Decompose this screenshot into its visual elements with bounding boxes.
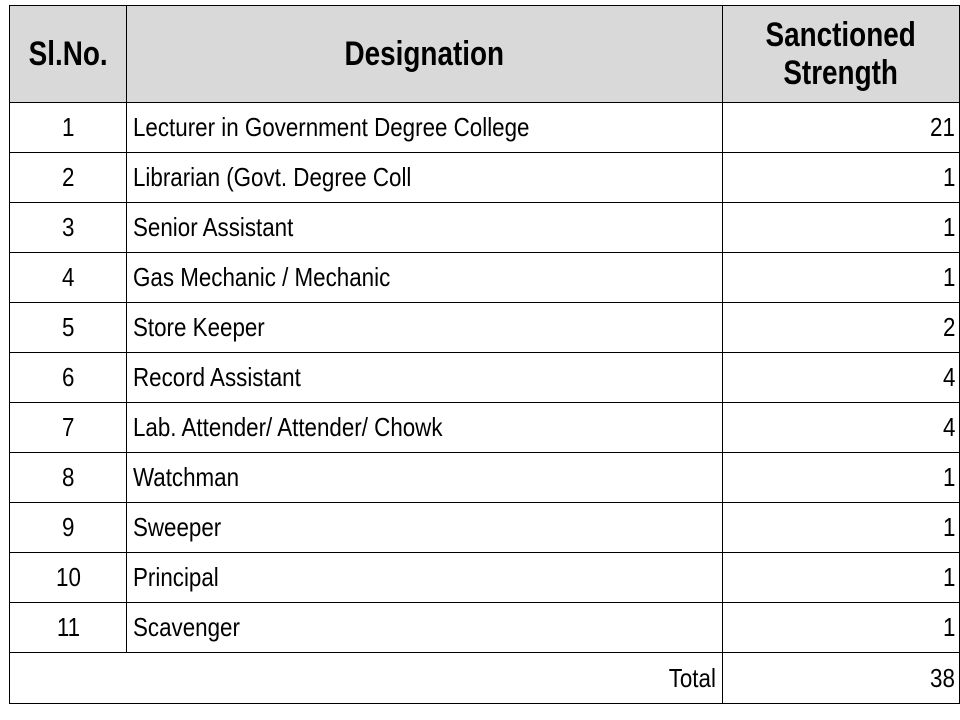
- table-row: [10, 353, 960, 403]
- row-designation: Lab. Attender/ Attender/ Chowk: [127, 403, 723, 453]
- header-sanctioned-strength: [723, 6, 960, 103]
- table-row: [10, 453, 960, 503]
- table-row: [10, 253, 960, 303]
- table-row: [10, 553, 960, 603]
- table-row: [10, 203, 960, 253]
- row-sanctioned-strength: 1: [723, 203, 960, 253]
- row-designation: Sweeper: [127, 503, 723, 553]
- row-sl-no: 3: [10, 203, 127, 253]
- header-strength-line1: Sanctioned: [765, 16, 917, 54]
- row-designation: Gas Mechanic / Mechanic: [127, 253, 723, 303]
- row-sl-no: 11: [10, 603, 127, 653]
- total-value: 38: [723, 653, 960, 704]
- header-strength-line2: Strength: [783, 54, 899, 92]
- header-row: [10, 6, 960, 103]
- total-row: [10, 653, 960, 704]
- row-designation: Watchman: [127, 453, 723, 503]
- table-row: [10, 103, 960, 153]
- row-sl-no: 9: [10, 503, 127, 553]
- total-label: Total: [10, 653, 723, 704]
- table-row: [10, 503, 960, 553]
- row-designation: Lecturer in Government Degree College: [127, 103, 723, 153]
- row-designation: Record Assistant: [127, 353, 723, 403]
- row-sl-no: 7: [10, 403, 127, 453]
- row-sl-no: 2: [10, 153, 127, 203]
- row-sanctioned-strength: 2: [723, 303, 960, 353]
- row-sanctioned-strength: 4: [723, 403, 960, 453]
- row-sl-no: 10: [10, 553, 127, 603]
- sanctioned-strength-table: [9, 5, 960, 704]
- table-row: [10, 303, 960, 353]
- row-designation: Store Keeper: [127, 303, 723, 353]
- row-sl-no: 6: [10, 353, 127, 403]
- row-sanctioned-strength: 21: [723, 103, 960, 153]
- row-sanctioned-strength: 1: [723, 553, 960, 603]
- row-sanctioned-strength: 4: [723, 353, 960, 403]
- row-sanctioned-strength: 1: [723, 253, 960, 303]
- header-sl-no: Sl.No.: [10, 6, 127, 103]
- row-sl-no: 8: [10, 453, 127, 503]
- row-designation: Scavenger: [127, 603, 723, 653]
- table-row: [10, 153, 960, 203]
- header-designation: Designation: [127, 6, 723, 103]
- row-designation: Librarian (Govt. Degree Coll: [127, 153, 723, 203]
- row-sl-no: 1: [10, 103, 127, 153]
- table-row: [10, 603, 960, 653]
- row-sanctioned-strength: 1: [723, 453, 960, 503]
- row-designation: Principal: [127, 553, 723, 603]
- row-sl-no: 5: [10, 303, 127, 353]
- row-sanctioned-strength: 1: [723, 603, 960, 653]
- row-sl-no: 4: [10, 253, 127, 303]
- staff-strength-sheet: [9, 5, 959, 705]
- row-sanctioned-strength: 1: [723, 153, 960, 203]
- table-row: [10, 403, 960, 453]
- row-designation: Senior Assistant: [127, 203, 723, 253]
- row-sanctioned-strength: 1: [723, 503, 960, 553]
